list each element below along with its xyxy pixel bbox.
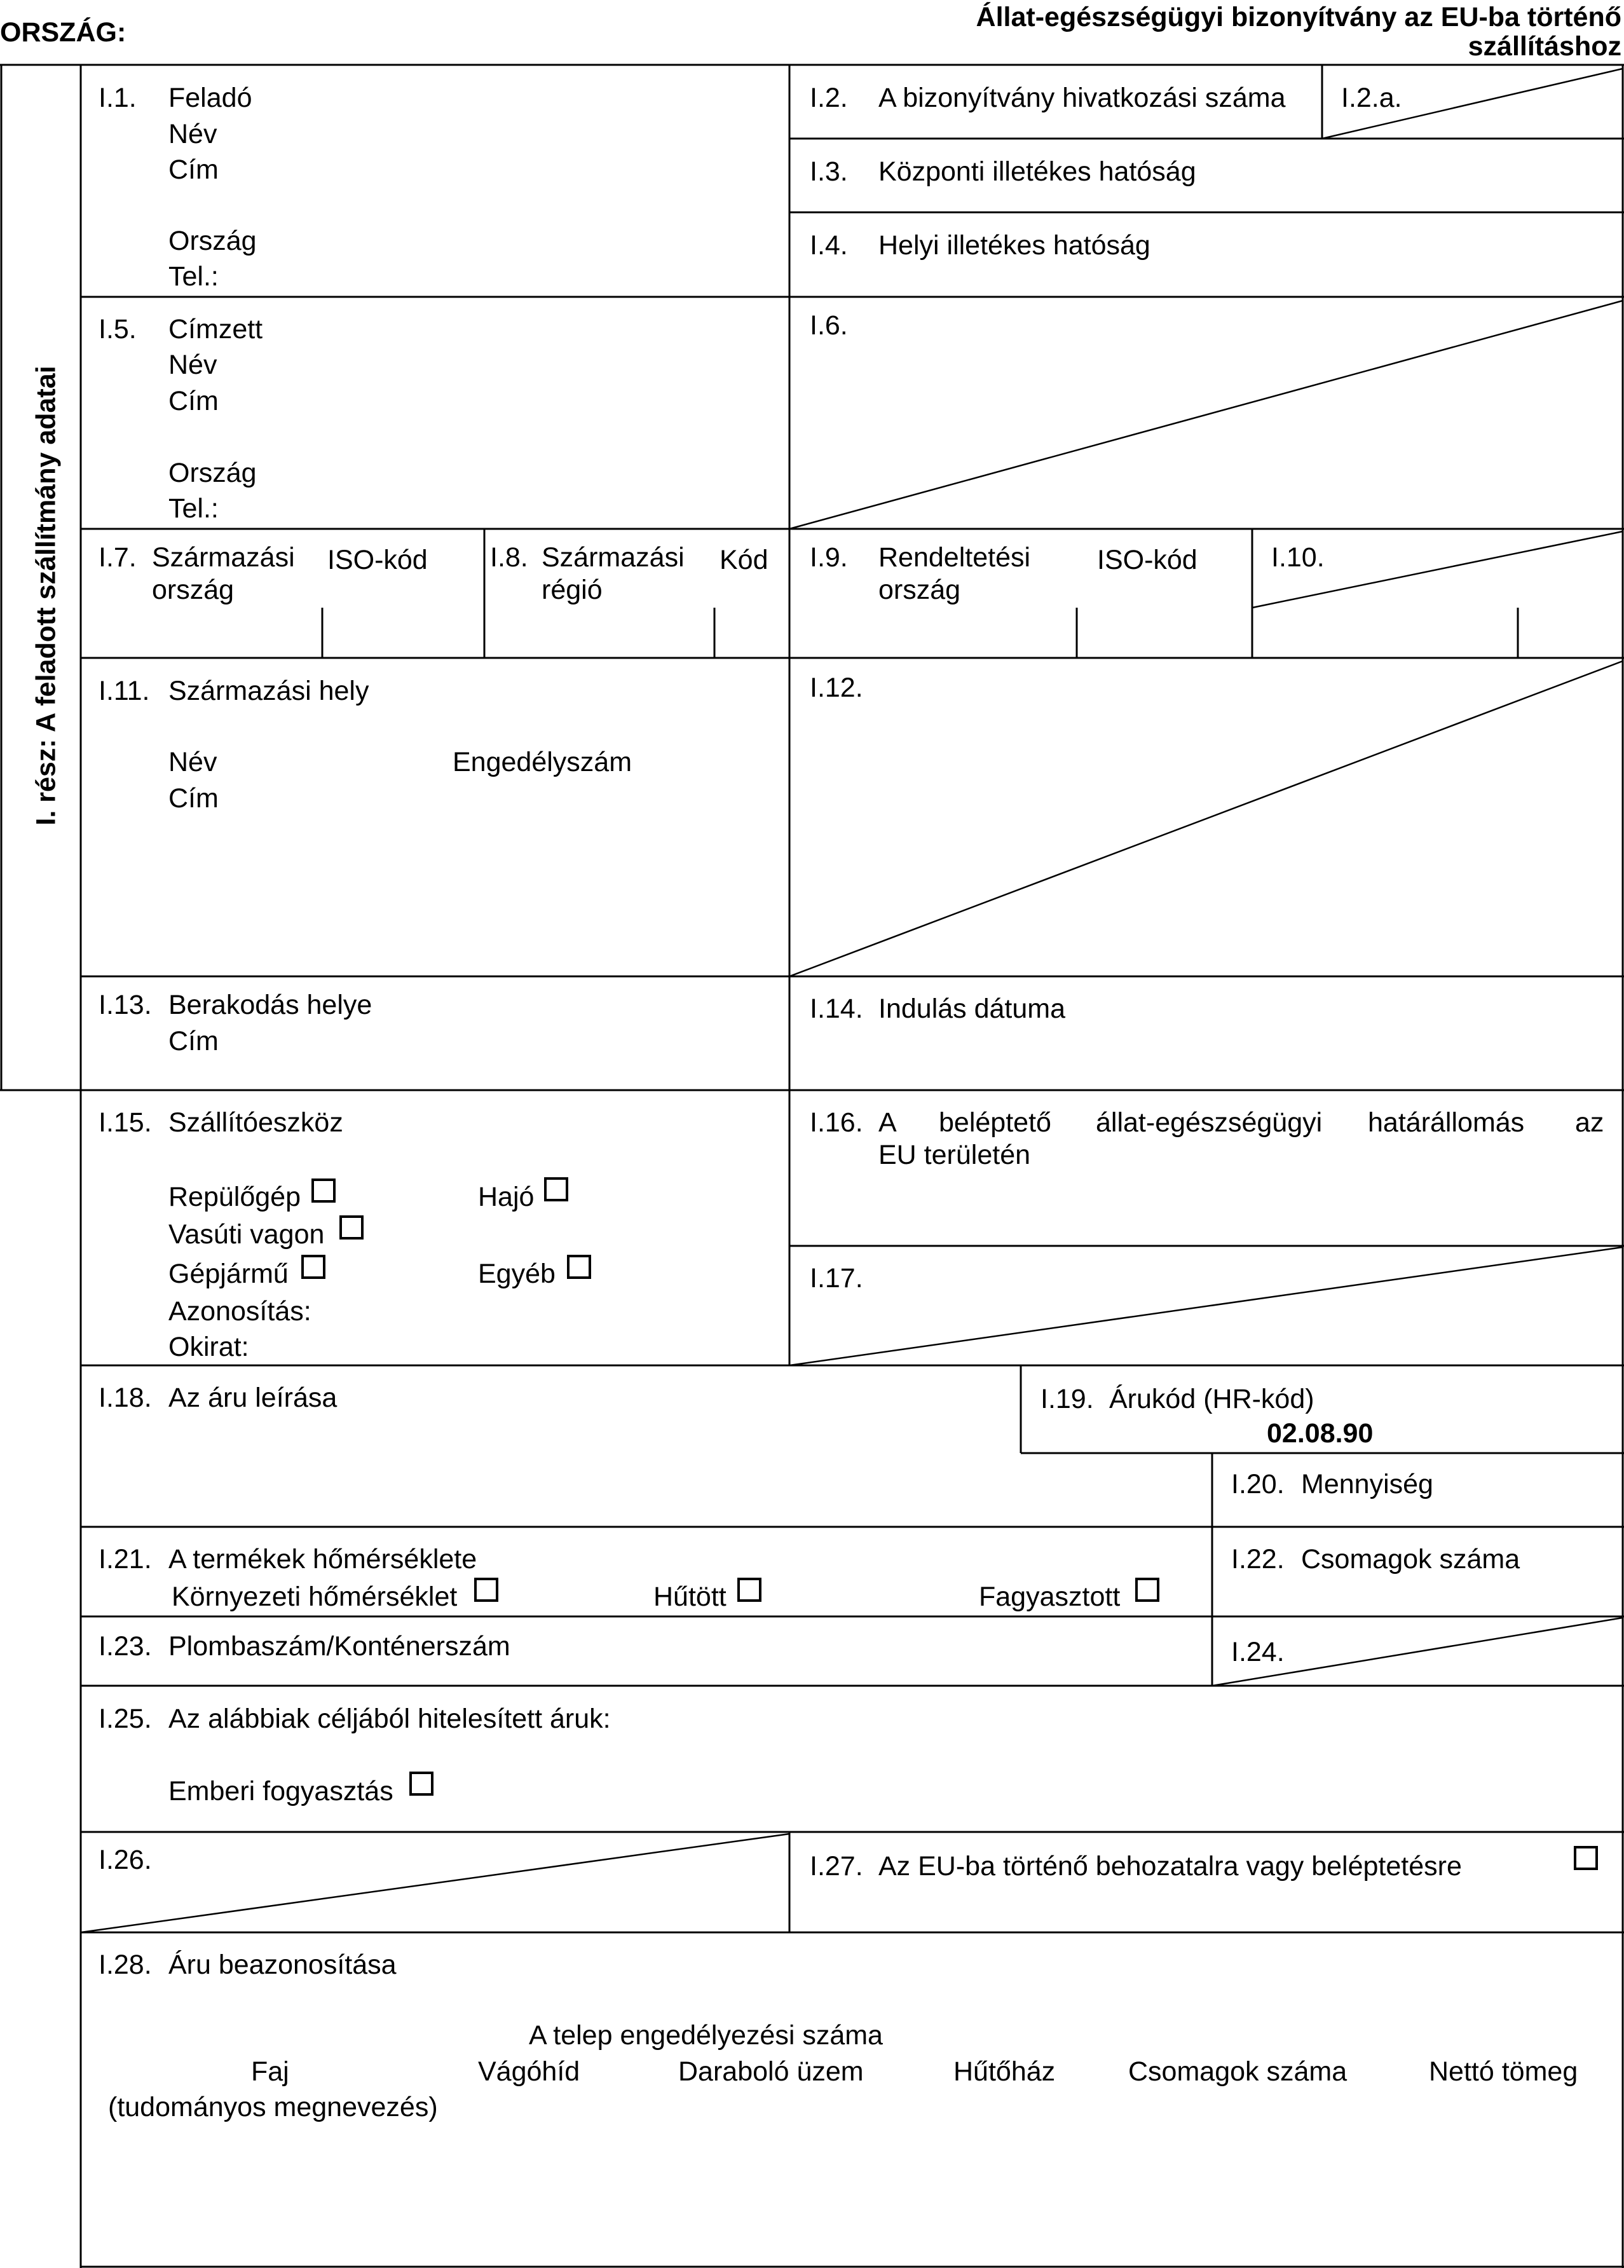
field-i11-address: Cím: [168, 783, 219, 814]
field-i2-number: I.2.: [810, 83, 848, 113]
field-i4-label: Helyi illetékes hatóság: [878, 230, 1150, 261]
field-i7-number: I.7.: [99, 542, 137, 573]
field-i5-number: I.5.: [99, 314, 137, 345]
field-i9-iso-code: ISO-kód: [1097, 545, 1198, 575]
field-i8-code: Kód: [720, 545, 768, 575]
field-i11-label: Származási hely: [168, 676, 369, 706]
field-i4-number: I.4.: [810, 230, 848, 261]
transport-rail-label: Vasúti vagon: [168, 1219, 325, 1250]
field-i25-label: Az alábbiak céljából hitelesített áruk:: [168, 1704, 611, 1734]
field-i7-label-line2: ország: [152, 575, 235, 605]
transport-document-label: Okirat:: [168, 1332, 249, 1362]
field-i2-label: A bizonyítvány hivatkozási száma: [878, 83, 1286, 113]
column-cutting-plant: Daraboló üzem: [678, 2056, 864, 2087]
transport-ship-label: Hajó: [478, 1182, 535, 1212]
field-i7-iso-code: ISO-kód: [327, 545, 428, 575]
field-i10-number: I.10.: [1271, 542, 1325, 573]
temperature-ambient-label: Környezeti hőmérséklet: [172, 1581, 458, 1612]
plant-approval-header: A telep engedélyezési száma: [529, 2020, 883, 2051]
field-i9-label: Rendeltetési: [878, 542, 1031, 573]
field-i8-label: Származási: [542, 542, 685, 573]
field-i14-number: I.14.: [810, 994, 863, 1024]
field-i1-number: I.1.: [99, 83, 137, 113]
field-i20-number: I.20.: [1231, 1469, 1285, 1499]
column-species: Faj: [251, 2056, 289, 2087]
field-i16-label-line2: EU területén: [878, 1140, 1031, 1170]
field-i27-number: I.27.: [810, 1851, 863, 1882]
field-i14-label: Indulás dátuma: [878, 994, 1066, 1024]
part-one-side-label: I. rész: A feladott szállítmány adatai: [31, 365, 62, 826]
field-i15-number: I.15.: [99, 1107, 152, 1138]
field-i3-number: I.3.: [810, 156, 848, 187]
transport-other-checkbox[interactable]: [567, 1255, 591, 1279]
field-i8-label-line2: régió: [542, 575, 603, 605]
field-i23-number: I.23.: [99, 1631, 152, 1662]
field-i16-word-4: határállomás: [1368, 1107, 1525, 1138]
field-i28-label: Áru beazonosítása: [168, 1950, 397, 1980]
column-number-of-packages: Csomagok száma: [1128, 2056, 1348, 2087]
field-i5-title: Címzett: [168, 314, 263, 345]
temperature-frozen-checkbox[interactable]: [1135, 1578, 1159, 1602]
field-i19-label: Árukód (HR-kód): [1109, 1384, 1314, 1414]
field-i5-name: Név: [168, 350, 217, 380]
field-i9-number: I.9.: [810, 542, 848, 573]
temperature-chilled-checkbox[interactable]: [737, 1578, 761, 1602]
field-i21-number: I.21.: [99, 1544, 152, 1575]
transport-rail-checkbox[interactable]: [339, 1215, 364, 1240]
country-label: ORSZÁG:: [0, 17, 126, 48]
field-i9-label-line2: ország: [878, 575, 961, 605]
field-i1-address: Cím: [168, 154, 219, 185]
field-i24-number: I.24.: [1231, 1637, 1285, 1667]
field-i22-number: I.22.: [1231, 1544, 1285, 1575]
field-i19-hs-code-value: 02.08.90: [1267, 1418, 1374, 1449]
field-i23-label: Plombaszám/Konténerszám: [168, 1631, 510, 1662]
field-i16-word-5: az: [1575, 1107, 1604, 1138]
transport-identification-label: Azonosítás:: [168, 1296, 311, 1327]
field-i19-number: I.19.: [1041, 1384, 1094, 1414]
field-i16-word-2: beléptető: [939, 1107, 1051, 1138]
human-consumption-label: Emberi fogyasztás: [168, 1776, 393, 1807]
field-i5-country: Ország: [168, 458, 257, 488]
column-species-scientific-name: (tudományos megnevezés): [108, 2092, 438, 2122]
field-i16-word-3: állat-egészségügyi: [1096, 1107, 1323, 1138]
temperature-chilled-label: Hűtött: [653, 1581, 727, 1612]
certificate-title-line2: szállításhoz: [1468, 31, 1621, 62]
field-i21-label: A termékek hőmérséklete: [168, 1544, 477, 1575]
temperature-ambient-checkbox[interactable]: [474, 1578, 498, 1602]
transport-other-label: Egyéb: [478, 1259, 556, 1289]
field-i13-label: Berakodás helye: [168, 990, 372, 1020]
field-i1-name: Név: [168, 119, 217, 149]
field-i17-number: I.17.: [810, 1263, 863, 1294]
field-i1-country: Ország: [168, 226, 257, 256]
field-i18-number: I.18.: [99, 1383, 152, 1413]
field-i5-address: Cím: [168, 386, 219, 416]
field-i11-number: I.11.: [99, 676, 150, 706]
field-i20-label: Mennyiség: [1301, 1469, 1433, 1499]
field-i22-label: Csomagok száma: [1301, 1544, 1520, 1575]
import-entry-checkbox[interactable]: [1574, 1846, 1598, 1870]
transport-vehicle-label: Gépjármű: [168, 1259, 289, 1289]
column-cold-store: Hűtőház: [953, 2056, 1056, 2087]
field-i25-number: I.25.: [99, 1704, 152, 1734]
field-i26-number: I.26.: [99, 1845, 152, 1875]
field-i18-label: Az áru leírása: [168, 1383, 338, 1413]
field-i3-label: Központi illetékes hatóság: [878, 156, 1196, 187]
field-i6-number: I.6.: [810, 310, 848, 341]
field-i2a-number: I.2.a.: [1341, 83, 1402, 113]
field-i16-word-1: A: [878, 1107, 897, 1138]
transport-airplane-checkbox[interactable]: [311, 1178, 336, 1203]
field-i1-tel: Tel.:: [168, 261, 219, 292]
field-i13-address: Cím: [168, 1026, 219, 1056]
field-i27-label: Az EU-ba történő behozatalra vagy beléptetésre: [878, 1851, 1462, 1882]
transport-vehicle-checkbox[interactable]: [301, 1255, 325, 1279]
field-i7-label: Származási: [152, 542, 295, 573]
field-i11-name: Név: [168, 747, 217, 777]
field-i28-number: I.28.: [99, 1950, 152, 1980]
field-i5-tel: Tel.:: [168, 493, 219, 524]
field-i8-number: I.8.: [490, 542, 528, 573]
column-slaughterhouse: Vágóhíd: [478, 2056, 580, 2087]
certificate-title-line1: Állat-egészségügyi bizonyítvány az EU-ba történő: [976, 2, 1621, 32]
transport-ship-checkbox[interactable]: [544, 1177, 568, 1201]
field-i1-title: Feladó: [168, 83, 252, 113]
field-i11-approval-number: Engedélyszám: [453, 747, 632, 777]
transport-airplane-label: Repülőgép: [168, 1182, 301, 1212]
temperature-frozen-label: Fagyasztott: [979, 1581, 1121, 1612]
field-i15-label: Szállítóeszköz: [168, 1107, 343, 1138]
field-i13-number: I.13.: [99, 990, 152, 1020]
field-i12-number: I.12.: [810, 673, 863, 703]
column-net-weight: Nettó tömeg: [1429, 2056, 1578, 2087]
human-consumption-checkbox[interactable]: [409, 1772, 433, 1796]
field-i16-number: I.16.: [810, 1107, 863, 1138]
